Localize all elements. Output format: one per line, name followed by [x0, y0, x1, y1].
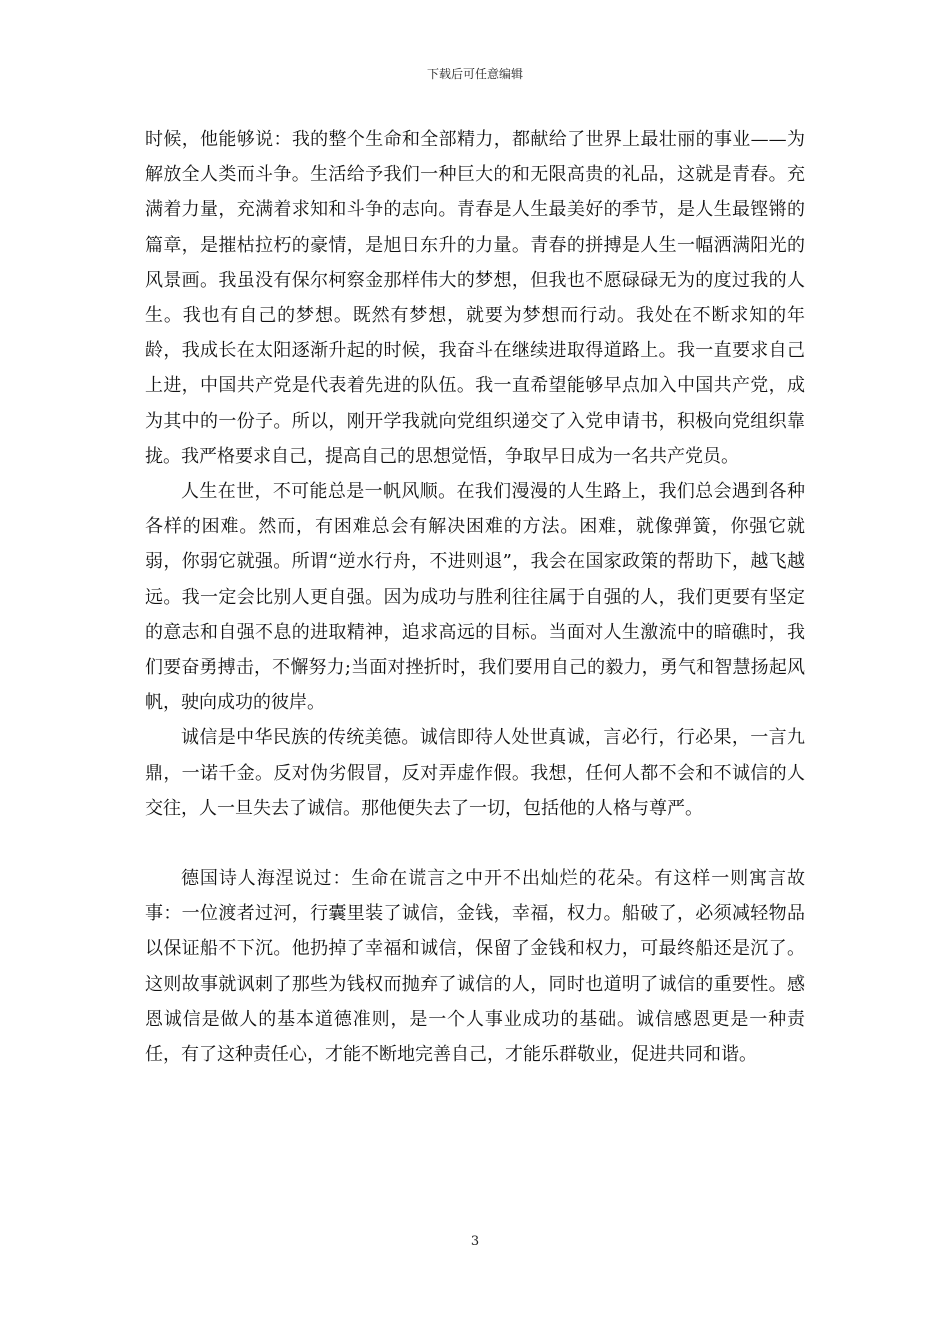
page-header: 下载后可任意编辑: [426, 67, 523, 81]
document-body: [145, 122, 805, 1072]
page-number: 3: [470, 1234, 480, 1249]
paragraph-continuation: 时候，他能够说：我的整个生命和全部精力，都献给了世界上最壮丽的事业——为解放全人类而斗争。生活给予我们一种巨大的和无限高贵的礼品，这就是青春。充满着力量，充满着求知和斗争的志向。青春是人生最美好的季节，是人生最铿锵的篇章，是摧枯拉朽的豪情，是旭日东升的力量。青春的拼搏是人生一幅洒满阳光的风景画。我虽没有保尔柯察金那样伟大的梦想，但我也不愿碌碌无为的度过我的人生。我也有自己的梦想。既然有梦想，就要为梦想而行动。我处在不断求知的年龄，我成长在太阳逐渐升起的时候，我奋斗在继续进取得道路上。我一直要求自己上进，中国共产党是代表着先进的队伍。我一直希望能够早点加入中国共产党，成为其中的一份子。所以，刚开学我就向党组织递交了入党申请书，积极向党组织靠拢。我严格要求自己，提高自己的思想觉悟，争取早日成为一名共产党员。: [145, 129, 805, 467]
paragraph-adversity: 人生在世，不可能总是一帆风顺。在我们漫漫的人生路上，我们总会遇到各种各样的困难。然而，有困难总会有解决困难的方法。困难，就像弹簧，你强它就弱，你弱它就强。所谓“逆水行舟，不进则退”，我会在国家政策的帮助下，越飞越远。我一定会比别人更自强。因为成功与胜利往往属于自强的人，我们更要有坚定的意志和自强不息的进取精神，追求高远的目标。当面对人生激流中的暗礁时，我们要奋勇搏击，不懈努力;当面对挫折时，我们要用自己的毅力，勇气和智慧扬起风帆，驶向成功的彼岸。: [145, 481, 805, 714]
paragraph-heine-fable: 德国诗人海涅说过：生命在谎言之中开不出灿烂的花朵。有这样一则寓言故事：一位渡者过河，行囊里装了诚信，金钱，幸福，权力。船破了，必须减轻物品以保证船不下沉。他扔掉了幸福和诚信，保留了金钱和权力，可最终船还是沉了。这则故事就讽刺了那些为钱权而抛弃了诚信的人，同时也道明了诚信的重要性。感恩诚信是做人的基本道德准则，是一个人事业成功的基础。诚信感恩更是一种责任，有了这种责任心，才能不断地完善自己，才能乐群敬业，促进共同和谐。: [145, 868, 805, 1066]
paragraph-integrity: 诚信是中华民族的传统美德。诚信即待人处世真诚，言必行，行必果，一言九鼎，一诺千金。反对伪劣假冒，反对弄虚作假。我想，任何人都不会和不诚信的人交往，人一旦失去了诚信。那他便失去了一切，包括他的人格与尊严。: [145, 727, 805, 819]
